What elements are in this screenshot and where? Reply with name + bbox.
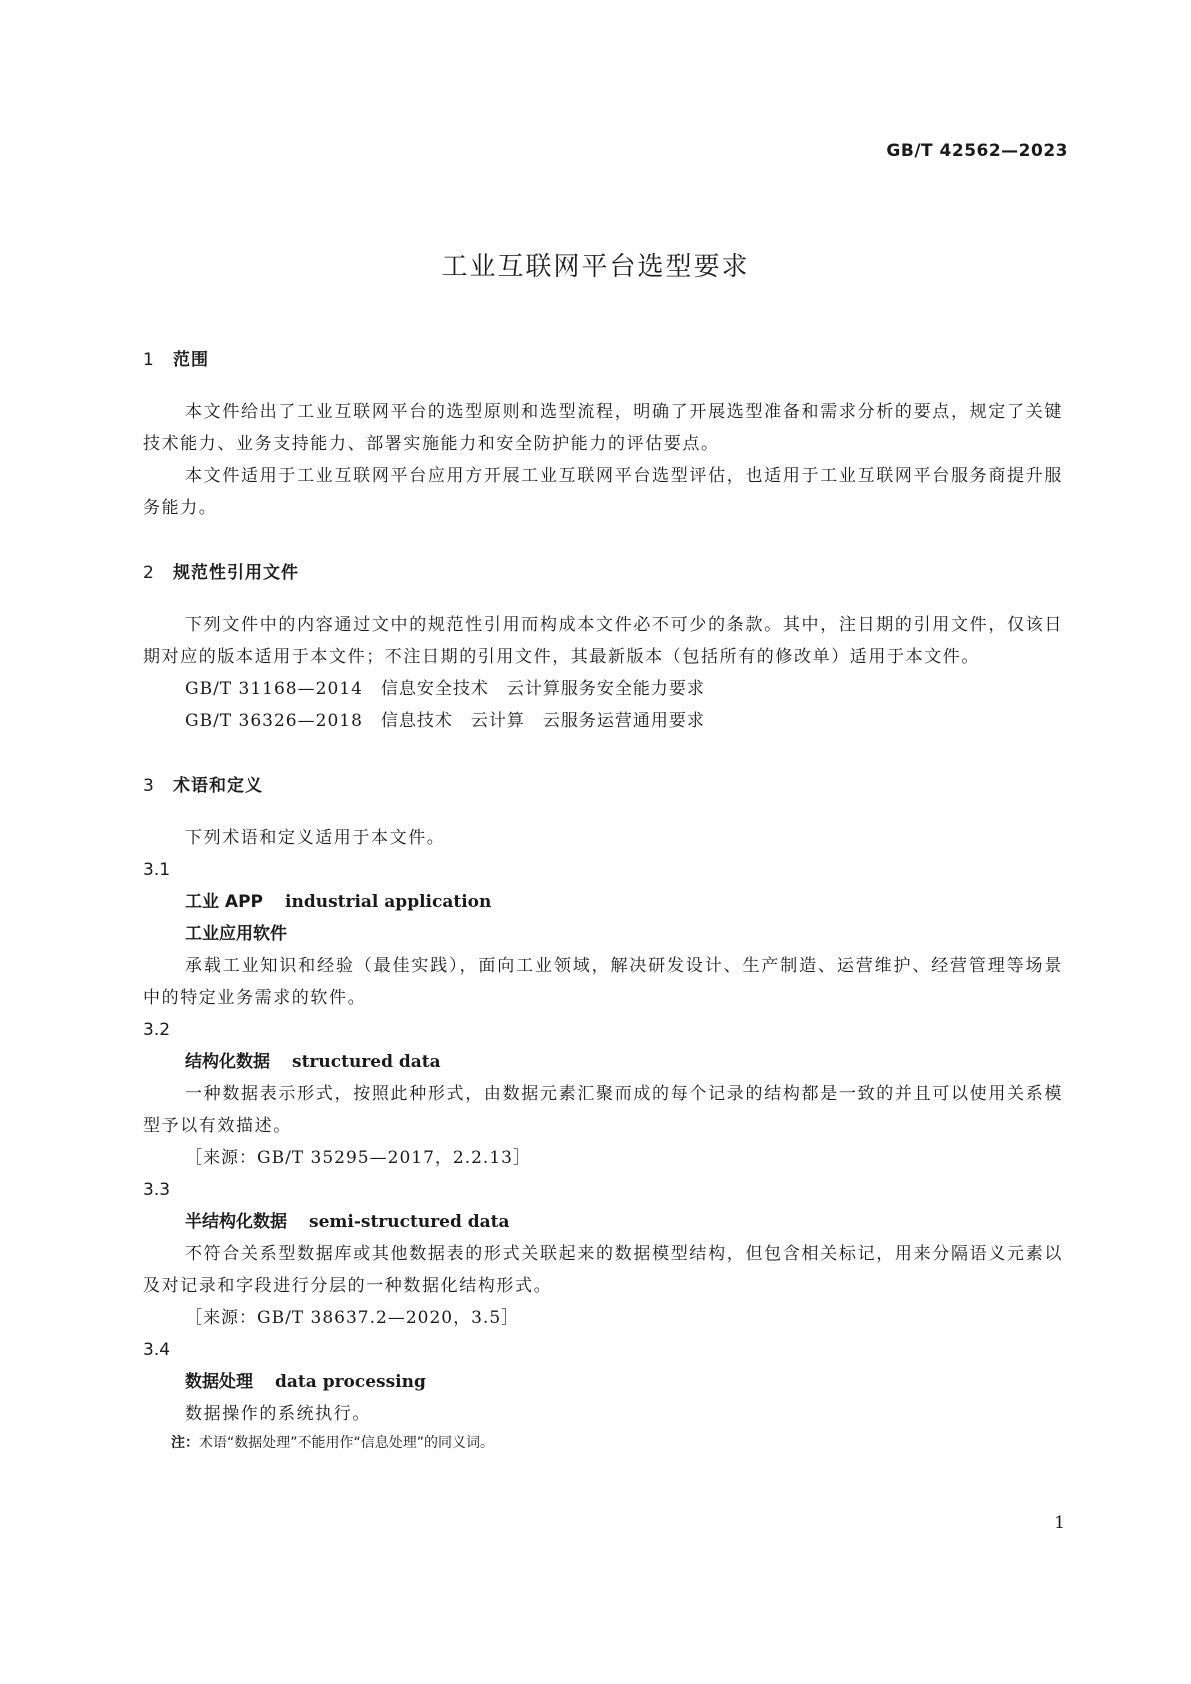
section-heading-scope bbox=[143, 345, 1063, 370]
paragraph: 本文件给出了工业互联网平台的选型原则和选型流程，明确了开展选型准备和需求分析的要点，规定了关键技术能力、业务支持能力、部署实施能力和安全防护能力的评估要点。 bbox=[143, 402, 1063, 454]
term-number: 3.4 bbox=[143, 1340, 171, 1360]
term-name bbox=[143, 1206, 1063, 1238]
term-zh: 数据处理 bbox=[185, 1372, 253, 1392]
document-title: 工业互联网平台选型要求 bbox=[441, 252, 750, 282]
term-number: 3.1 bbox=[143, 860, 171, 880]
term-number: 3.3 bbox=[143, 1180, 171, 1200]
section-heading-terms bbox=[143, 771, 1063, 796]
term-definition: 一种数据表示形式，按照此种形式，由数据元素汇聚而成的每个记录的结构都是一致的并且可以使用关系模型予以有效描述。 bbox=[143, 1084, 1063, 1136]
note-label: 注： bbox=[171, 1435, 199, 1451]
section-title: 范围 bbox=[173, 350, 209, 370]
term-en: semi-structured data bbox=[309, 1212, 510, 1232]
term-name bbox=[143, 1046, 1063, 1078]
term-zh: 工业 APP bbox=[185, 892, 263, 912]
section-title: 术语和定义 bbox=[173, 776, 263, 796]
term-source: ［来源：GB/T 35295—2017，2.2.13］ bbox=[185, 1148, 531, 1168]
term-en: data processing bbox=[275, 1372, 426, 1392]
document-body bbox=[143, 345, 1063, 1456]
term-note bbox=[143, 1430, 1063, 1456]
page-number: 1 bbox=[1054, 1513, 1065, 1533]
section-number: 1 bbox=[143, 350, 155, 370]
term-definition: 不符合关系型数据库或其他数据表的形式关联起来的数据模型结构，但包含相关标记，用来分隔语义元素以及对记录和字段进行分层的一种数据化结构形式。 bbox=[143, 1244, 1063, 1296]
paragraph: 下列文件中的内容通过文中的规范性引用而构成本文件必不可少的条款。其中，注日期的引用文件，仅该日期对应的版本适用于本文件；不注日期的引用文件，其最新版本（包括所有的修改单）适用于本文件。 bbox=[143, 615, 1063, 667]
term-definition: 承载工业知识和经验（最佳实践），面向工业领域，解决研发设计、生产制造、运营维护、经营管理等场景中的特定业务需求的软件。 bbox=[143, 956, 1063, 1008]
term-zh: 结构化数据 bbox=[185, 1052, 270, 1072]
term-alt-name: 工业应用软件 bbox=[185, 924, 287, 944]
reference-item: GB/T 36326—2018 信息技术 云计算 云服务运营通用要求 bbox=[185, 711, 705, 731]
term-name bbox=[143, 886, 1063, 918]
term-source: ［来源：GB/T 38637.2—2020，3.5］ bbox=[185, 1308, 520, 1328]
term-zh: 半结构化数据 bbox=[185, 1212, 287, 1232]
section-title: 规范性引用文件 bbox=[173, 563, 299, 583]
paragraph: 下列术语和定义适用于本文件。 bbox=[185, 828, 446, 848]
note-text: 术语“数据处理”不能用作“信息处理”的同义词。 bbox=[199, 1435, 495, 1451]
reference-item: GB/T 31168—2014 信息安全技术 云计算服务安全能力要求 bbox=[185, 679, 705, 699]
term-name bbox=[143, 1366, 1063, 1398]
term-number: 3.2 bbox=[143, 1020, 171, 1040]
paragraph: 本文件适用于工业互联网平台应用方开展工业互联网平台选型评估，也适用于工业互联网平台服务商提升服务能力。 bbox=[143, 466, 1063, 518]
document-code: GB/T 42562—2023 bbox=[886, 141, 1068, 161]
term-definition: 数据操作的系统执行。 bbox=[185, 1404, 371, 1424]
term-en: industrial application bbox=[285, 892, 492, 912]
section-number: 3 bbox=[143, 776, 155, 796]
section-number: 2 bbox=[143, 563, 155, 583]
section-heading-normative-references bbox=[143, 558, 1063, 583]
term-en: structured data bbox=[292, 1052, 441, 1072]
